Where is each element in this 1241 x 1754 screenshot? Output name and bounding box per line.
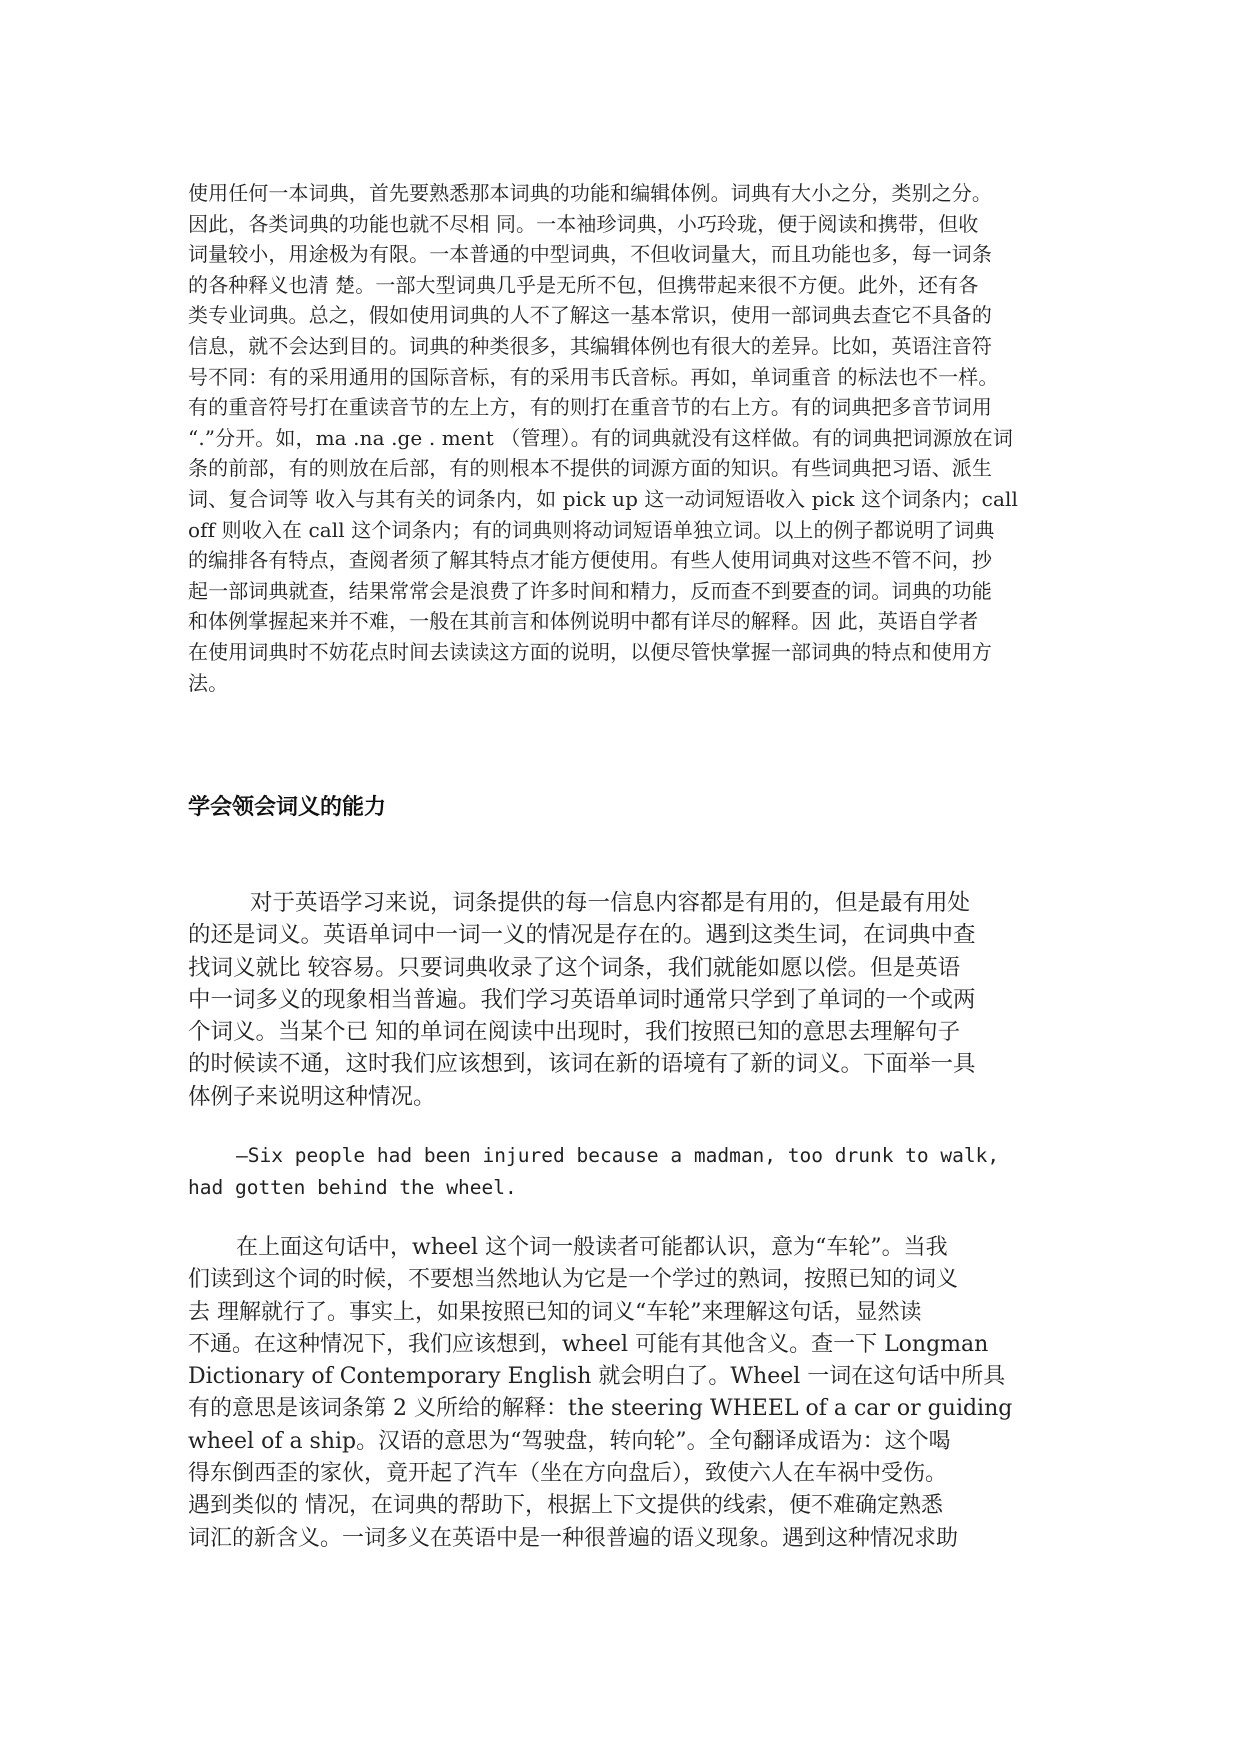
text-line: “.”分开。如，ma .na .ge . ment （管理）。有的词典就没有这样做。有的词典把词源放在词	[188, 425, 1013, 450]
text-line: 中一词多义的现象相当普遍。我们学习英语单词时通常只学到了单词的一个或两	[188, 986, 976, 1013]
text-line: 个词义。当某个已 知的单词在阅读中出现时，我们按照已知的意思去理解句子	[188, 1019, 961, 1046]
text-line: 有的意思是该词条第 2 义所给的解释：the steering WHEEL of a car or guiding	[188, 1396, 1013, 1422]
text-line: 因此，各类词典的功能也就不尽相 同。一本袖珍词典，小巧玲珑，便于阅读和携带，但收	[188, 211, 979, 236]
section-heading: 学会领会词义的能力	[188, 795, 387, 820]
text-line: 遇到类似的 情况，在词典的帮助下，根据上下文提供的线索，便不难确定熟悉	[188, 1493, 943, 1519]
text-line: 的编排各有特点，查阅者须了解其特点才能方便使用。有些人使用词典对这些不管不问，抄	[188, 548, 992, 573]
paragraph-wheel-explanation	[188, 1232, 1012, 1555]
text-line: 使用任何一本词典，首先要熟悉那本词典的功能和编辑体例。词典有大小之分，类别之分。	[188, 181, 992, 205]
example-sentence	[188, 1140, 999, 1205]
text-line: 找词义就比 较容易。只要词典收录了这个词条，我们就能如愿以偿。但是英语	[188, 954, 961, 981]
text-line: 去 理解就行了。事实上，如果按照已知的词义“车轮”来理解这句话，显然读	[188, 1299, 922, 1325]
text-line: 法。	[188, 670, 229, 695]
text-line: wheel of a ship。汉语的意思为“驾驶盘，转向轮”。全句翻译成语为：这个喝	[188, 1428, 951, 1454]
text-line: 体例子来说明这种情况。	[188, 1083, 436, 1110]
text-line: 的各种释义也清 楚。一部大型词典几乎是无所不包，但携带起来很不方便。此外，还有各	[188, 272, 979, 297]
text-line: 的还是词义。英语单词中一词一义的情况是存在的。遇到这类生词，在词典中查	[188, 922, 976, 949]
text-line: 词、复合词等 收入与其有关的词条内，如 pick up 这一动词短语收入 pick 这个词条内；call	[188, 486, 1018, 511]
text-line: 不通。在这种情况下，我们应该想到，wheel 可能有其他含义。查一下 Longman	[188, 1331, 989, 1357]
text-line: —Six people had been injured because a madman, too drunk to walk,	[236, 1144, 1000, 1167]
text-line: 号不同：有的采用通用的国际音标，有的采用韦氏音标。再如，单词重音 的标法也不一样。	[188, 364, 999, 389]
text-line: 有的重音符号打在重读音节的左上方，有的则打在重音节的右上方。有的词典把多音节词用	[188, 395, 992, 420]
text-line: Dictionary of Contemporary English 就会明白了。Wheel 一词在这句话中所具	[188, 1364, 1006, 1390]
paragraph-dictionary-usage	[188, 178, 1018, 698]
text-line: 词量较小，用途极为有限。一本普通的中型词典，不但收词量大，而且功能也多，每一词条	[188, 242, 992, 267]
text-line: off 则收入在 call 这个词条内；有的词典则将动词短语单独立词。以上的例子都说明了词典	[188, 517, 995, 542]
text-line: 词汇的新含义。一词多义在英语中是一种很普遍的语义现象。遇到这种情况求助	[188, 1525, 959, 1551]
text-line: 对于英语学习来说，词条提供的每一信息内容都是有用的，但是最有用处	[250, 890, 971, 916]
text-line: 得东倒西歪的家伙，竟开起了汽车（坐在方向盘后），致使六人在车祸中受伤。	[188, 1461, 948, 1487]
text-line: 起一部词典就查，结果常常会是浪费了许多时间和精力，反而查不到要查的词。词典的功能	[188, 578, 992, 603]
text-line: 信息，就不会达到目的。词典的种类很多，其编辑体例也有很大的差异。比如，英语注音符	[188, 333, 992, 358]
text-line: 的时候读不通，这时我们应该想到，该词在新的语境有了新的词义。下面举一具	[188, 1051, 976, 1078]
text-line: had gotten behind the wheel.	[188, 1176, 517, 1200]
paragraph-word-meaning	[188, 887, 976, 1113]
text-line: 条的前部，有的则放在后部，有的则根本不提供的词源方面的知识。有些词典把习语、派生	[188, 456, 992, 481]
text-line: 在上面这句话中，wheel 这个词一般读者可能都认识，意为“车轮”。当我	[236, 1235, 948, 1260]
text-line: 和体例掌握起来并不难，一般在其前言和体例说明中都有详尽的解释。因 此，英语自学者	[188, 609, 979, 634]
text-line: 类专业词典。总之，假如使用词典的人不了解这一基本常识，使用一部词典去查它不具备的	[188, 303, 992, 328]
text-line: 们读到这个词的时候，不要想当然地认为它是一个学过的熟词，按照已知的词义	[188, 1267, 959, 1293]
text-line: 在使用词典时不妨花点时间去读读这方面的说明，以便尽管快掌握一部词典的特点和使用方	[188, 639, 992, 664]
